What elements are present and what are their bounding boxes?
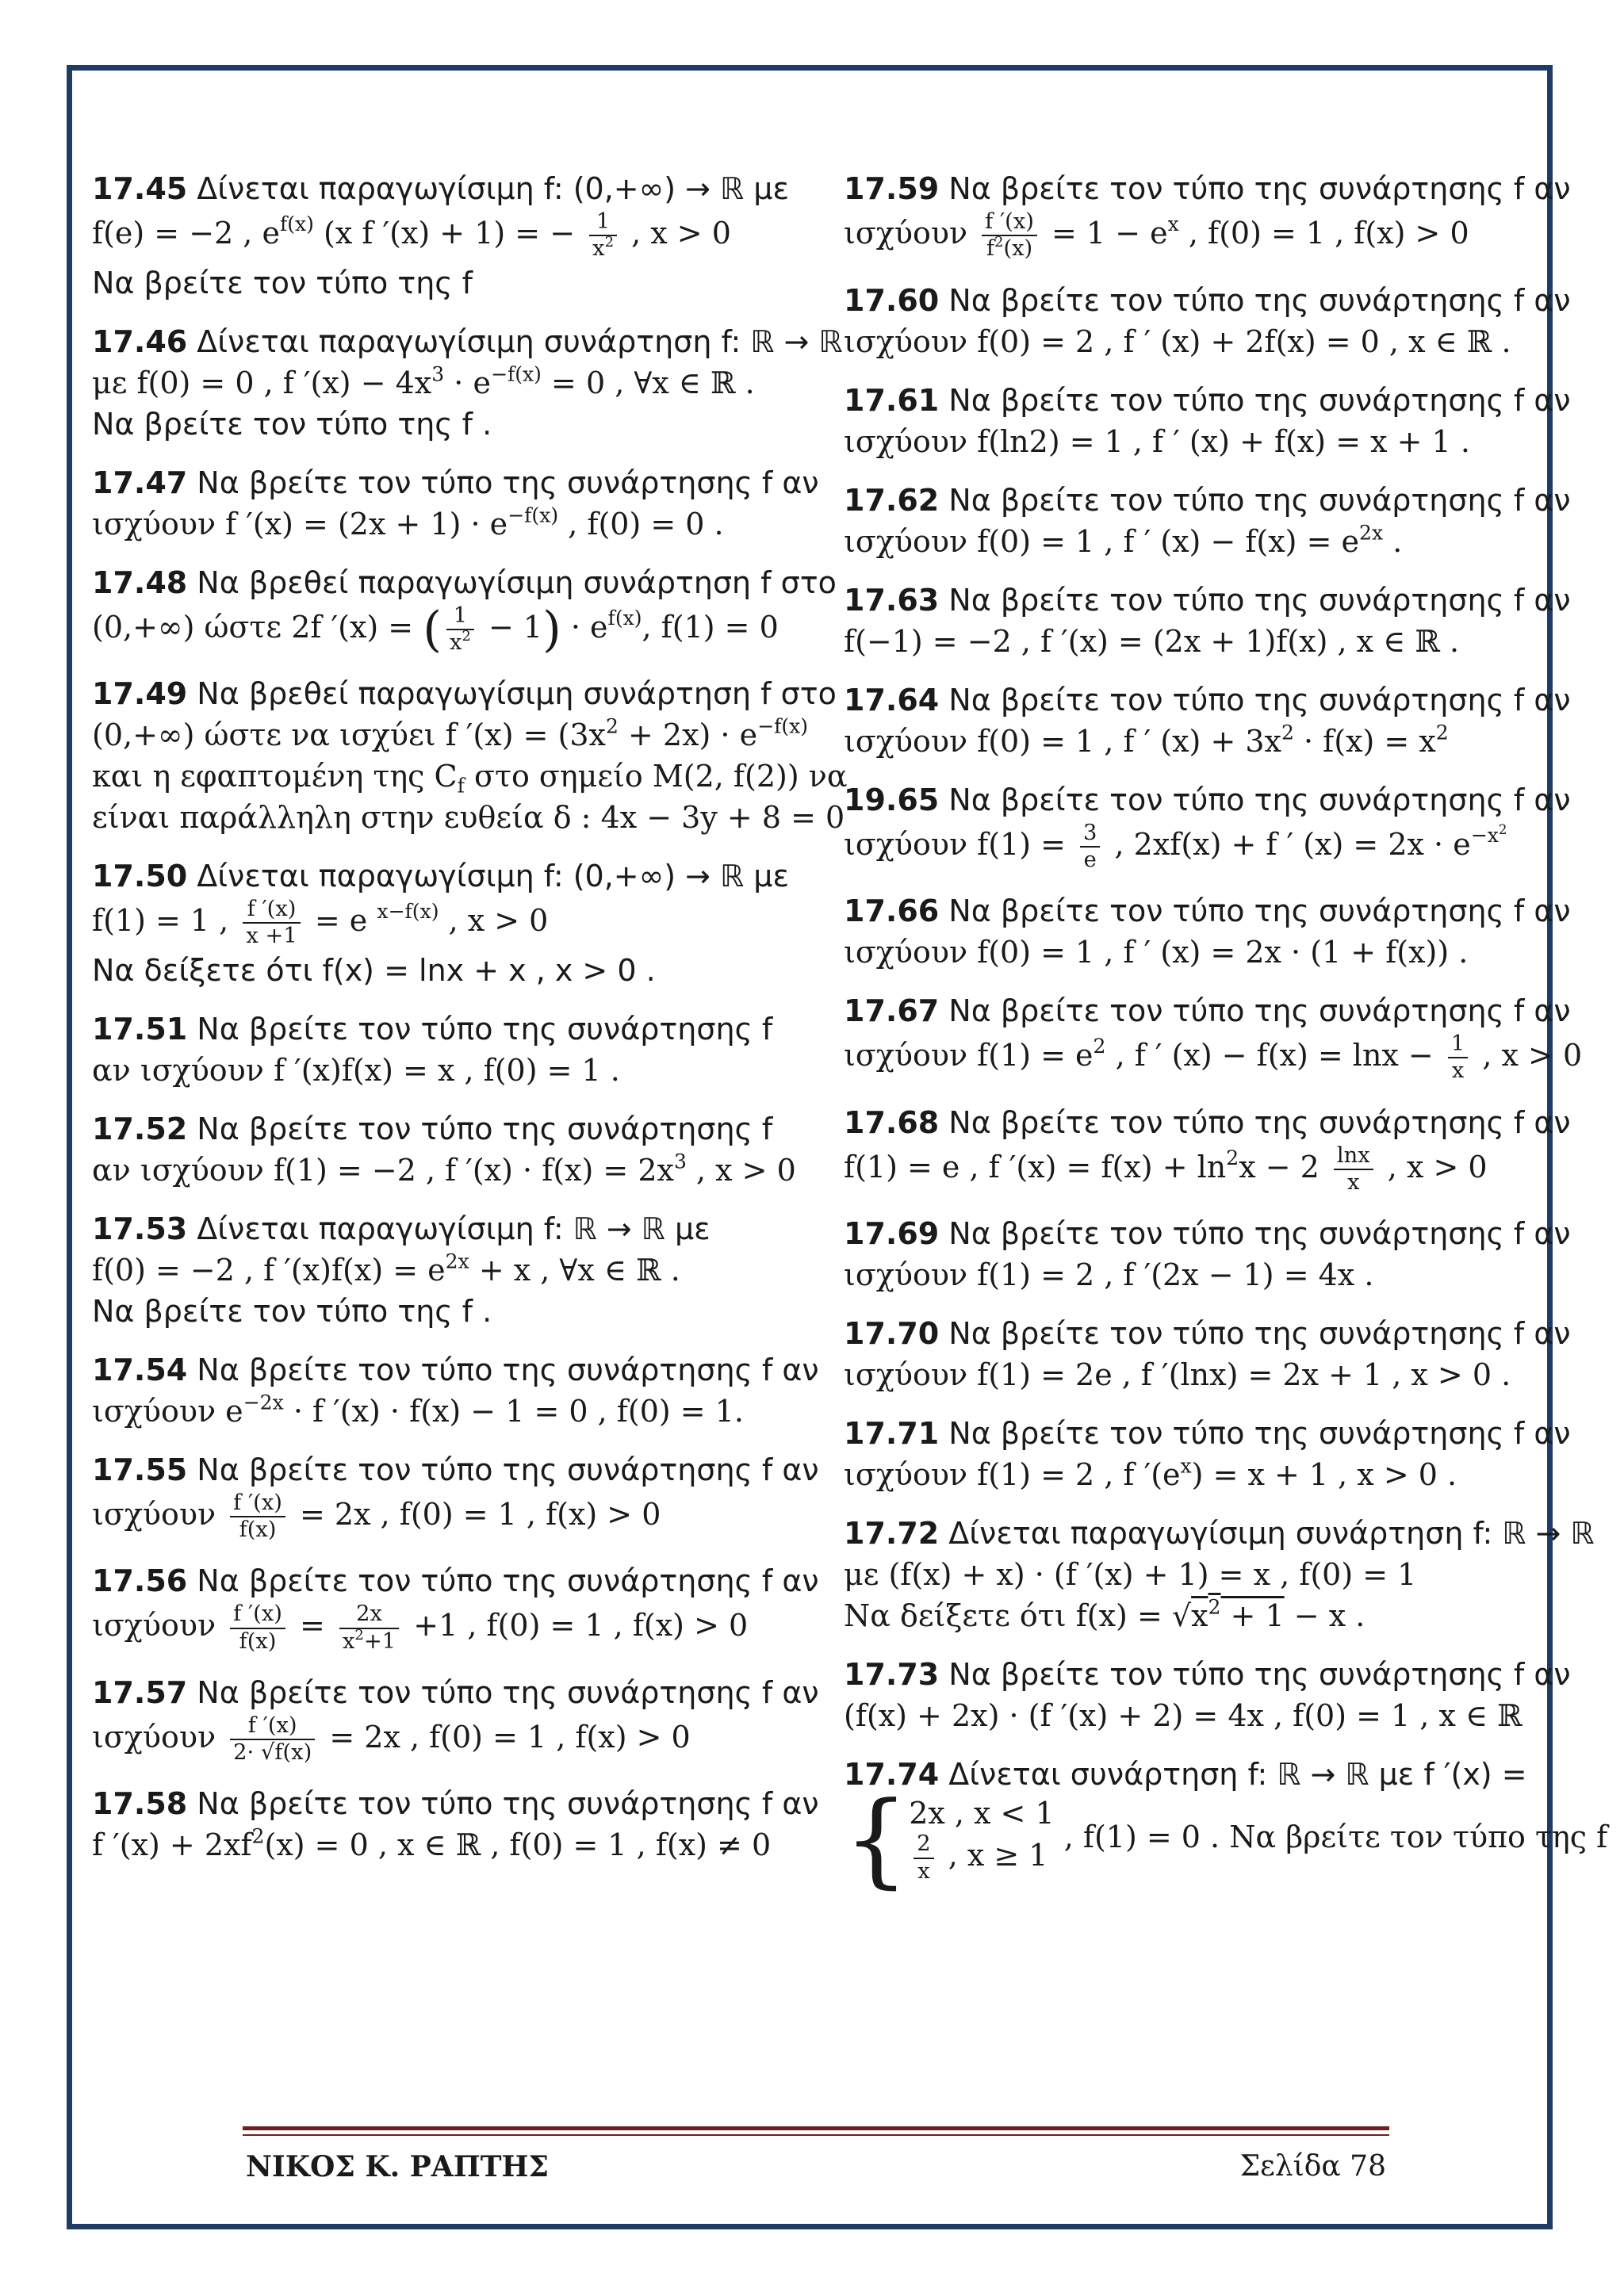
exercise-formula: (0,+∞) ώστε να ισχύει f $'(x) = (3x^2 + 2x) \cdot e^{-f(x)}$ <box>92 714 809 753</box>
exercise-number: 17.58 <box>92 1786 188 1822</box>
exercise-number: 17.74 <box>844 1757 940 1793</box>
exercise-number: 17.57 <box>92 1674 188 1710</box>
exercise-formula: (f(x) + 2x) · (f ′(x) + 2) = 4x , f(0) = 1 , x ∈ ℝ <box>844 1698 1522 1734</box>
exercise-text: Δίνεται παραγωγίσιμη συνάρτηση f: ℝ → ℝ <box>187 323 843 359</box>
exercise-text: Να βρείτε τον τύπο της συνάρτησης f αν <box>187 1352 819 1387</box>
exercise-formula: ισχύουν $f(1) = e^2$ , f ′ (x) − f(x) = lnx − $\frac{1}{x}$ , x > 0 <box>844 1031 1583 1084</box>
exercise-text: Να βρείτε τον τύπο της συνάρτησης f αν <box>939 1104 1571 1140</box>
exercise-17-73 <box>844 1654 1571 1736</box>
exercise-text: Να βρείτε τον τύπο της συνάρτησης f αν <box>939 782 1571 817</box>
exercise-text: Να βρείτε τον τύπο της συνάρτησης f αν <box>939 1657 1571 1693</box>
exercise-number: 17.64 <box>844 682 940 718</box>
exercise-formula: f(e) = −2 , $e^{f(x)}$ (x f ′(x) + 1) = − $\frac{1}{x^2}$ , x > 0 <box>92 209 731 262</box>
exercise-number: 17.61 <box>844 382 940 418</box>
exercise-formula: αν ισχύουν f ′(x)f(x) = x , f(0) = 1 . <box>92 1052 620 1088</box>
exercise-number: 17.51 <box>92 1011 188 1047</box>
exercise-number: 17.56 <box>92 1563 188 1599</box>
exercise-17-67 <box>844 990 1583 1085</box>
exercise-17-61 <box>844 380 1571 462</box>
exercise-number: 17.60 <box>844 282 940 318</box>
exercise-formula: f(1) = 1 , $\frac{f '(x)}{x +1}$ = e $^{x-f(x)}$ , x > 0 <box>92 897 549 949</box>
exercise-text: Δίνεται παραγωγίσιμη συνάρτηση f: ℝ → ℝ <box>939 1516 1595 1552</box>
exercise-17-59 <box>844 168 1571 262</box>
exercise-number: 17.53 <box>92 1211 188 1246</box>
exercise-text: Δίνεται συνάρτηση f: ℝ → ℝ με f ′(x) = <box>939 1757 1527 1793</box>
exercise-17-60 <box>844 280 1571 362</box>
exercise-formula: ισχύουν $e^{-2x} \cdot f$ ′(x) · f(x) − 1 = 0 , f(0) = 1. <box>92 1391 744 1429</box>
exercise-number: 17.68 <box>844 1104 940 1140</box>
exercise-formula: ισχύουν f(ln2) = 1 , f ′ (x) + f(x) = x + 1 . <box>844 423 1470 459</box>
exercise-number: 17.54 <box>92 1352 188 1387</box>
exercise-formula: ισχύουν f(1) = 2e , f ′(lnx) = 2x + 1 , x > 0 . <box>844 1357 1511 1393</box>
exercise-17-49 <box>92 673 848 838</box>
exercise-17-72 <box>844 1513 1595 1636</box>
exercise-17-56 <box>92 1560 819 1655</box>
exercise-number: 17.73 <box>844 1657 940 1693</box>
exercise-formula: ισχύουν $\frac{f '(x)}{f(x)}$ = $\frac{2x}{x^2+1}$ +1 , f(0) = 1 , f(x) > 0 <box>92 1601 749 1654</box>
exercise-text: Να βρείτε τον τύπο της f . <box>92 1293 492 1329</box>
exercise-17-45 <box>92 168 815 304</box>
exercise-number: 17.63 <box>844 582 940 618</box>
exercise-17-71 <box>844 1413 1571 1495</box>
exercise-formula: f(1) = e , f $'(x) = f(x) + \ln^2x - 2$ $\frac{\ln x}{x}$ , x > 0 <box>844 1142 1488 1195</box>
exercise-number: 17.46 <box>92 323 188 359</box>
exercise-text: Να βρείτε τον τύπο της συνάρτησης f <box>187 1011 773 1047</box>
exercise-text: Να βρείτε τον τύπο της f . <box>92 406 492 442</box>
exercise-text: Να βρείτε τον τύπο της συνάρτησης f αν <box>939 894 1571 929</box>
exercise-number: 17.66 <box>844 894 940 929</box>
exercise-17-74 <box>844 1754 1608 1900</box>
exercise-text: Να βρεθεί παραγωγίσιμη συνάρτηση f στο <box>187 564 837 600</box>
exercise-text: Να βρείτε τον τύπο της συνάρτησης f αν <box>939 1216 1571 1252</box>
exercise-formula: ισχύουν f(1) = 2 , f ′(2x − 1) = 4x . <box>844 1257 1374 1293</box>
exercise-formula: και η εφαπτομένη της $C_f$ στο σημείο M(2, f(2)) να <box>92 759 848 798</box>
exercise-formula: ισχύουν f(0) = 1 , f ′ $(x) + 3x^2 \cdot f(x) = x^2$ <box>844 721 1449 759</box>
footer-author: ΝΙΚΟΣ Κ. ΡΑΠΤΗΣ <box>246 2150 549 2183</box>
exercise-formula: ισχύουν f(0) = 2 , f ′ (x) + 2f(x) = 0 , x ∈ ℝ . <box>844 323 1511 359</box>
exercise-17-55 <box>92 1449 819 1544</box>
exercise-17-54 <box>92 1349 819 1432</box>
exercise-17-48 <box>92 562 837 657</box>
right-column <box>844 168 1608 1902</box>
exercise-formula: ισχύουν $\frac{f '(x)}{2\cdot √f(x)}$ = 2x , f(0) = 1 , f(x) > 0 <box>92 1712 691 1766</box>
footer-rule <box>243 2126 1389 2130</box>
exercise-number: 17.47 <box>92 465 188 500</box>
exercise-formula: ισχύουν f(0) = 1 , f ′ $(x) - f(x) = e^{2x}$ . <box>844 521 1403 559</box>
exercise-text: Να βρείτε τον τύπο της συνάρτησης f αν <box>939 582 1571 618</box>
exercise-number: 17.67 <box>844 993 940 1029</box>
exercise-17-57 <box>92 1672 819 1766</box>
exercise-text: Να βρείτε τον τύπο της συνάρτησης f αν <box>939 1316 1571 1352</box>
exercise-number: 17.72 <box>844 1516 940 1552</box>
exercise-number: 17.49 <box>92 676 188 712</box>
exercise-formula: { 2x , x < 1 $\frac{2}{x}$ , x ≥ 1 , f(1) = 0 . Να βρείτε τον τύπο της f <box>844 1780 1608 1900</box>
exercise-text: Να βρείτε τον τύπο της συνάρτησης f αν <box>187 1674 819 1710</box>
exercise-text: Να δείξετε ότι f(x) = lnx + x , x > 0 . <box>92 952 656 988</box>
exercise-17-52 <box>92 1108 815 1191</box>
exercise-17-51 <box>92 1008 815 1091</box>
exercise-formula: Να δείξετε ότι $f(x) = √x^2 + 1 - x$ . <box>844 1595 1365 1634</box>
exercise-formula: (0,+∞) ώστε 2f ′(x) = ( $\frac{1}{x^2}$ − $1) \cdot e^{f(x)}$, f(1) = 0 <box>92 601 779 657</box>
exercise-17-46 <box>92 321 843 445</box>
exercise-17-53 <box>92 1208 815 1332</box>
exercise-number: 19.65 <box>844 782 940 817</box>
exercise-formula: ισχύουν $\frac{f '(x)}{f(x)}$ = 2x , f(0) = 1 , f(x) > 0 <box>92 1490 661 1542</box>
exercise-formula: ισχύουν f(1) = $\frac{3}{e}$ , 2xf(x) + f ′ $(x) = 2x \cdot e^{-x^2}$ <box>844 820 1507 872</box>
exercise-formula: f(0) = −2 , f $'(x)f(x) = e^{2x} + x$ , ∀x ∈ ℝ . <box>92 1249 680 1288</box>
exercise-17-63 <box>844 580 1571 662</box>
exercise-17-62 <box>844 480 1571 562</box>
footer-rule <box>243 2134 1389 2136</box>
exercise-text: Δίνεται παραγωγίσιμη f: ℝ → ℝ με <box>187 1211 710 1246</box>
exercise-formula: ισχύουν f $'(x) = (2x + 1) \cdot e^{-f(x)}$ , f(0) = 0 . <box>92 503 724 541</box>
exercise-number: 17.45 <box>92 171 188 206</box>
exercise-formula: είναι παράλληλη στην ευθεία δ : 4x − 3y + 8 = 0 <box>92 800 845 836</box>
exercise-number: 17.50 <box>92 859 188 894</box>
exercise-17-68 <box>844 1102 1571 1196</box>
exercise-number: 17.71 <box>844 1416 940 1452</box>
exercise-formula: με f(0) = 0 , f $'(x) - 4x^3 \cdot e^{-f(x)} = 0$ , ∀x ∈ ℝ . <box>92 362 755 400</box>
exercise-number: 17.59 <box>844 171 940 206</box>
exercise-text: Να βρείτε τον τύπο της f <box>92 265 473 300</box>
exercise-text: Να βρείτε τον τύπο της συνάρτησης f <box>187 1111 773 1146</box>
footer-page-number: Σελίδα 78 <box>1239 2150 1386 2183</box>
exercise-text: Να βρείτε τον τύπο της συνάρτησης f αν <box>939 682 1571 718</box>
exercise-text: Να βρείτε τον τύπο της συνάρτησης f αν <box>939 993 1571 1029</box>
exercise-text: Να βρεθεί παραγωγίσιμη συνάρτηση f στο <box>187 676 837 712</box>
exercise-text: Να βρείτε τον τύπο της συνάρτησης f αν <box>939 382 1571 418</box>
exercise-text: Να βρείτε τον τύπο της συνάρτησης f αν <box>187 1786 819 1822</box>
exercise-formula: αν ισχύουν f(1) = −2 , f $'(x) \cdot f(x) = 2x^3$ , x > 0 <box>92 1150 796 1188</box>
exercise-text: Δίνεται παραγωγίσιμη f: (0,+∞) → ℝ με <box>187 171 789 206</box>
exercise-formula: ισχύουν $\frac{f '(x)}{f^2(x)}$ = $1 - e^x$ , f(0) = 1 , f(x) > 0 <box>844 209 1469 262</box>
left-column <box>92 168 848 1883</box>
exercise-17-64 <box>844 679 1571 762</box>
exercise-formula: με (f(x) + x) · (f ′(x) + 1) = x , f(0) = 1 <box>844 1557 1417 1593</box>
exercise-text: Δίνεται παραγωγίσιμη f: (0,+∞) → ℝ με <box>187 859 789 894</box>
exercise-formula: f(−1) = −2 , f ′(x) = (2x + 1)f(x) , x ∈ ℝ . <box>844 623 1460 659</box>
exercise-text: Να βρείτε τον τύπο της συνάρτησης f αν <box>187 465 819 500</box>
exercise-formula: f $'(x) + 2xf^2(x) = 0$ , x ∈ ℝ , f(0) = 1 , f(x) ≠ 0 <box>92 1824 772 1863</box>
exercise-formula: ισχύουν f(0) = 1 , f ′ (x) = 2x · (1 + f(x)) . <box>844 935 1469 970</box>
exercise-19-65 <box>844 779 1571 874</box>
exercise-number: 17.62 <box>844 482 940 518</box>
exercise-17-69 <box>844 1213 1571 1295</box>
exercise-number: 17.55 <box>92 1452 188 1487</box>
exercise-number: 17.69 <box>844 1216 940 1252</box>
exercise-17-66 <box>844 890 1571 973</box>
exercise-text: Να βρείτε τον τύπο της συνάρτησης f αν <box>939 282 1571 318</box>
exercise-number: 17.70 <box>844 1316 940 1352</box>
exercise-number: 17.48 <box>92 564 188 600</box>
exercise-text: Να βρείτε τον τύπο της συνάρτησης f αν <box>187 1563 819 1599</box>
exercise-text: Να βρείτε τον τύπο της συνάρτησης f αν <box>939 171 1571 206</box>
exercise-17-47 <box>92 462 819 545</box>
exercise-text: Να βρείτε τον τύπο της συνάρτησης f αν <box>939 1416 1571 1452</box>
exercise-17-70 <box>844 1313 1571 1395</box>
exercise-formula: ισχύουν f(1) = 2 , f $'(e^x) = x + 1$ , x > 0 . <box>844 1454 1457 1493</box>
exercise-17-50 <box>92 855 815 991</box>
exercise-text: Να βρείτε τον τύπο της συνάρτησης f αν <box>939 482 1571 518</box>
exercise-17-58 <box>92 1783 819 1866</box>
exercise-number: 17.52 <box>92 1111 188 1146</box>
exercise-text: Να βρείτε τον τύπο της συνάρτησης f αν <box>187 1452 819 1487</box>
